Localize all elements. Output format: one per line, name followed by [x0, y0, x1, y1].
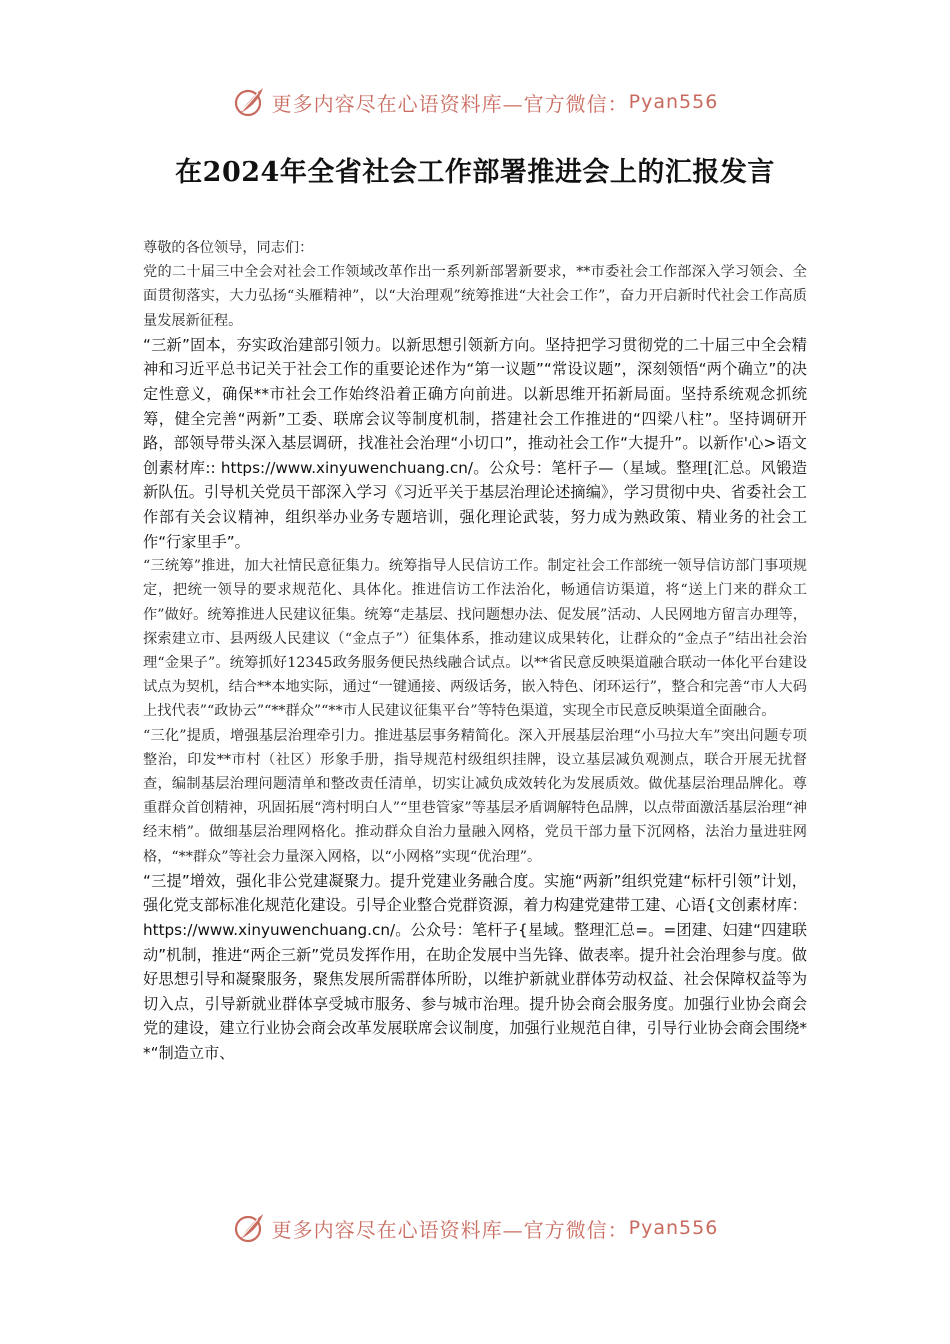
greeting: 尊敬的各位领导，同志们：	[143, 240, 314, 256]
header-banner	[0, 82, 950, 122]
footer-banner	[0, 1208, 950, 1248]
page-title: 在2024年全省社会工作部署推进会上的汇报发言	[175, 157, 775, 188]
pen-feather-logo-icon	[232, 1211, 266, 1245]
paragraph-intro: 党的二十届三中全会对社会工作领域改革作出一系列新部署新要求，**市委社会工作部深入学习领会、全面贯彻落实，大力弘扬“头雁精神”，以“大治理观”统筹推进“大社会工作”，奋力开启新时代社会工作高质量发展新征程。	[143, 264, 807, 329]
wechat-id: Pyan556	[628, 1217, 719, 1239]
paragraph-san-tongchou: “三统筹”推进，加大社情民意征集力。统筹指导人民信访工作。制定社会工作部统一领导信访部门事项规定，把统一领导的要求规范化、具体化。推进信访工作法治化，畅通信访渠道，将“送上门来的群众工作”做好。统筹推进人民建议征集。统筹“走基层、找问题想办法、促发展”活动、人民网地方留言办理等，探索建立市、县两级人民建议（“金点子”）征集体系，推动建议成果转化，让群众的“金点子”结出社会治理“金果子”。统筹抓好12345政务服务便民热线融合试点。以**省民意反映渠道融合联动一体化平台建设试点为契机，结合**本地实际，通过“一键通接、两级话务，嵌入特色、闭环运行”，整合和完善“市人大码上找代表”“政协云”“**群众”“**市人民建议征集平台”等特色渠道，实现全市民意反映渠道全面融合。	[143, 558, 808, 720]
document-body	[143, 236, 807, 1066]
paragraph-san-xin: “三新”固本，夯实政治建部引领力。以新思想引领新方向。坚持把学习贯彻党的二十届三中全会精神和习近平总书记关于社会工作的重要论述作为“第一议题”“常设议题”，深刻领悟“两个确立”的决定性意义，确保**市社会工作始终沿着正确方向前进。以新思维开拓新局面。坚持系统观念抓统筹，健全完善“两新”工委、联席会议等制度机制，搭建社会工作推进的“四梁八柱”。坚持调研开路，部领导带头深入基层调研，找准社会治理“小切口”，推动社会工作“大提升”。以新作'心>语文创素材库:: https://www.xinyuwenchuang.cn/。公众号：笔杆子—（星域。整理[汇总。风锻造新队伍。引导机关党员干部深入学习《习近平关于基层治理论述摘编》，学习贯彻中央、省委社会工作部有关会议精神，组织举办业务专题培训，强化理论武装，努力成为熟政策、精业务的社会工作“行家里手”。	[143, 335, 807, 551]
paragraph-san-hua: “三化”提质，增强基层治理牵引力。推进基层事务精简化。深入开展基层治理“小马拉大车”突出问题专项整治，印发**市村（社区）形象手册，指导规范村级组织挂牌，设立基层减负观测点，联合开展无扰督查，编制基层治理问题清单和整改责任清单，切实让减负成效转化为发展质效。做优基层治理品牌化。尊重群众首创精神，巩固拓展“湾村明白人”“里巷管家”等基层矛盾调解特色品牌，以点带面激活基层治理“神经末梢”。做细基层治理网格化。推动群众自治力量融入网格，党员干部力量下沉网格，法治力量进驻网格，“**群众”等社会力量深入网格，以“小网格”实现“优治理”。	[143, 727, 807, 865]
banner-text: 更多内容尽在心语资料库—官方微信：	[271, 91, 629, 116]
banner-text: 更多内容尽在心语资料库—官方微信：	[271, 1217, 629, 1242]
paragraph-san-ti: “三提”增效，强化非公党建凝聚力。提升党建业务融合度。实施“两新”组织党建“标杆引领”计划，强化党支部标准化规范化建设。引导企业整合党群资源，着力构建党建带工建、心语{文创素材库：https://www.xinyuwenchuang.cn/。公众号：笔杆子{星域。整理汇总=。=团建、妇建“四建联动”机制，推进“两企三新”党员发挥作用，在助企发展中当先锋、做表率。提升社会治理参与度。做好思想引导和凝聚服务，聚焦发展所需群体所盼，以维护新就业群体劳动权益、社会保障权益等为切入点，引导新就业群体享受城市服务、参与城市治理。提升协会商会服务度。加强行业协会商会党的建设，建立行业协会商会改革发展联席会议制度，加强行业规范自律，引导行业协会商会围绕**“制造立市、	[143, 871, 807, 1062]
wechat-id: Pyan556	[628, 91, 719, 113]
pen-feather-logo-icon	[232, 85, 266, 119]
